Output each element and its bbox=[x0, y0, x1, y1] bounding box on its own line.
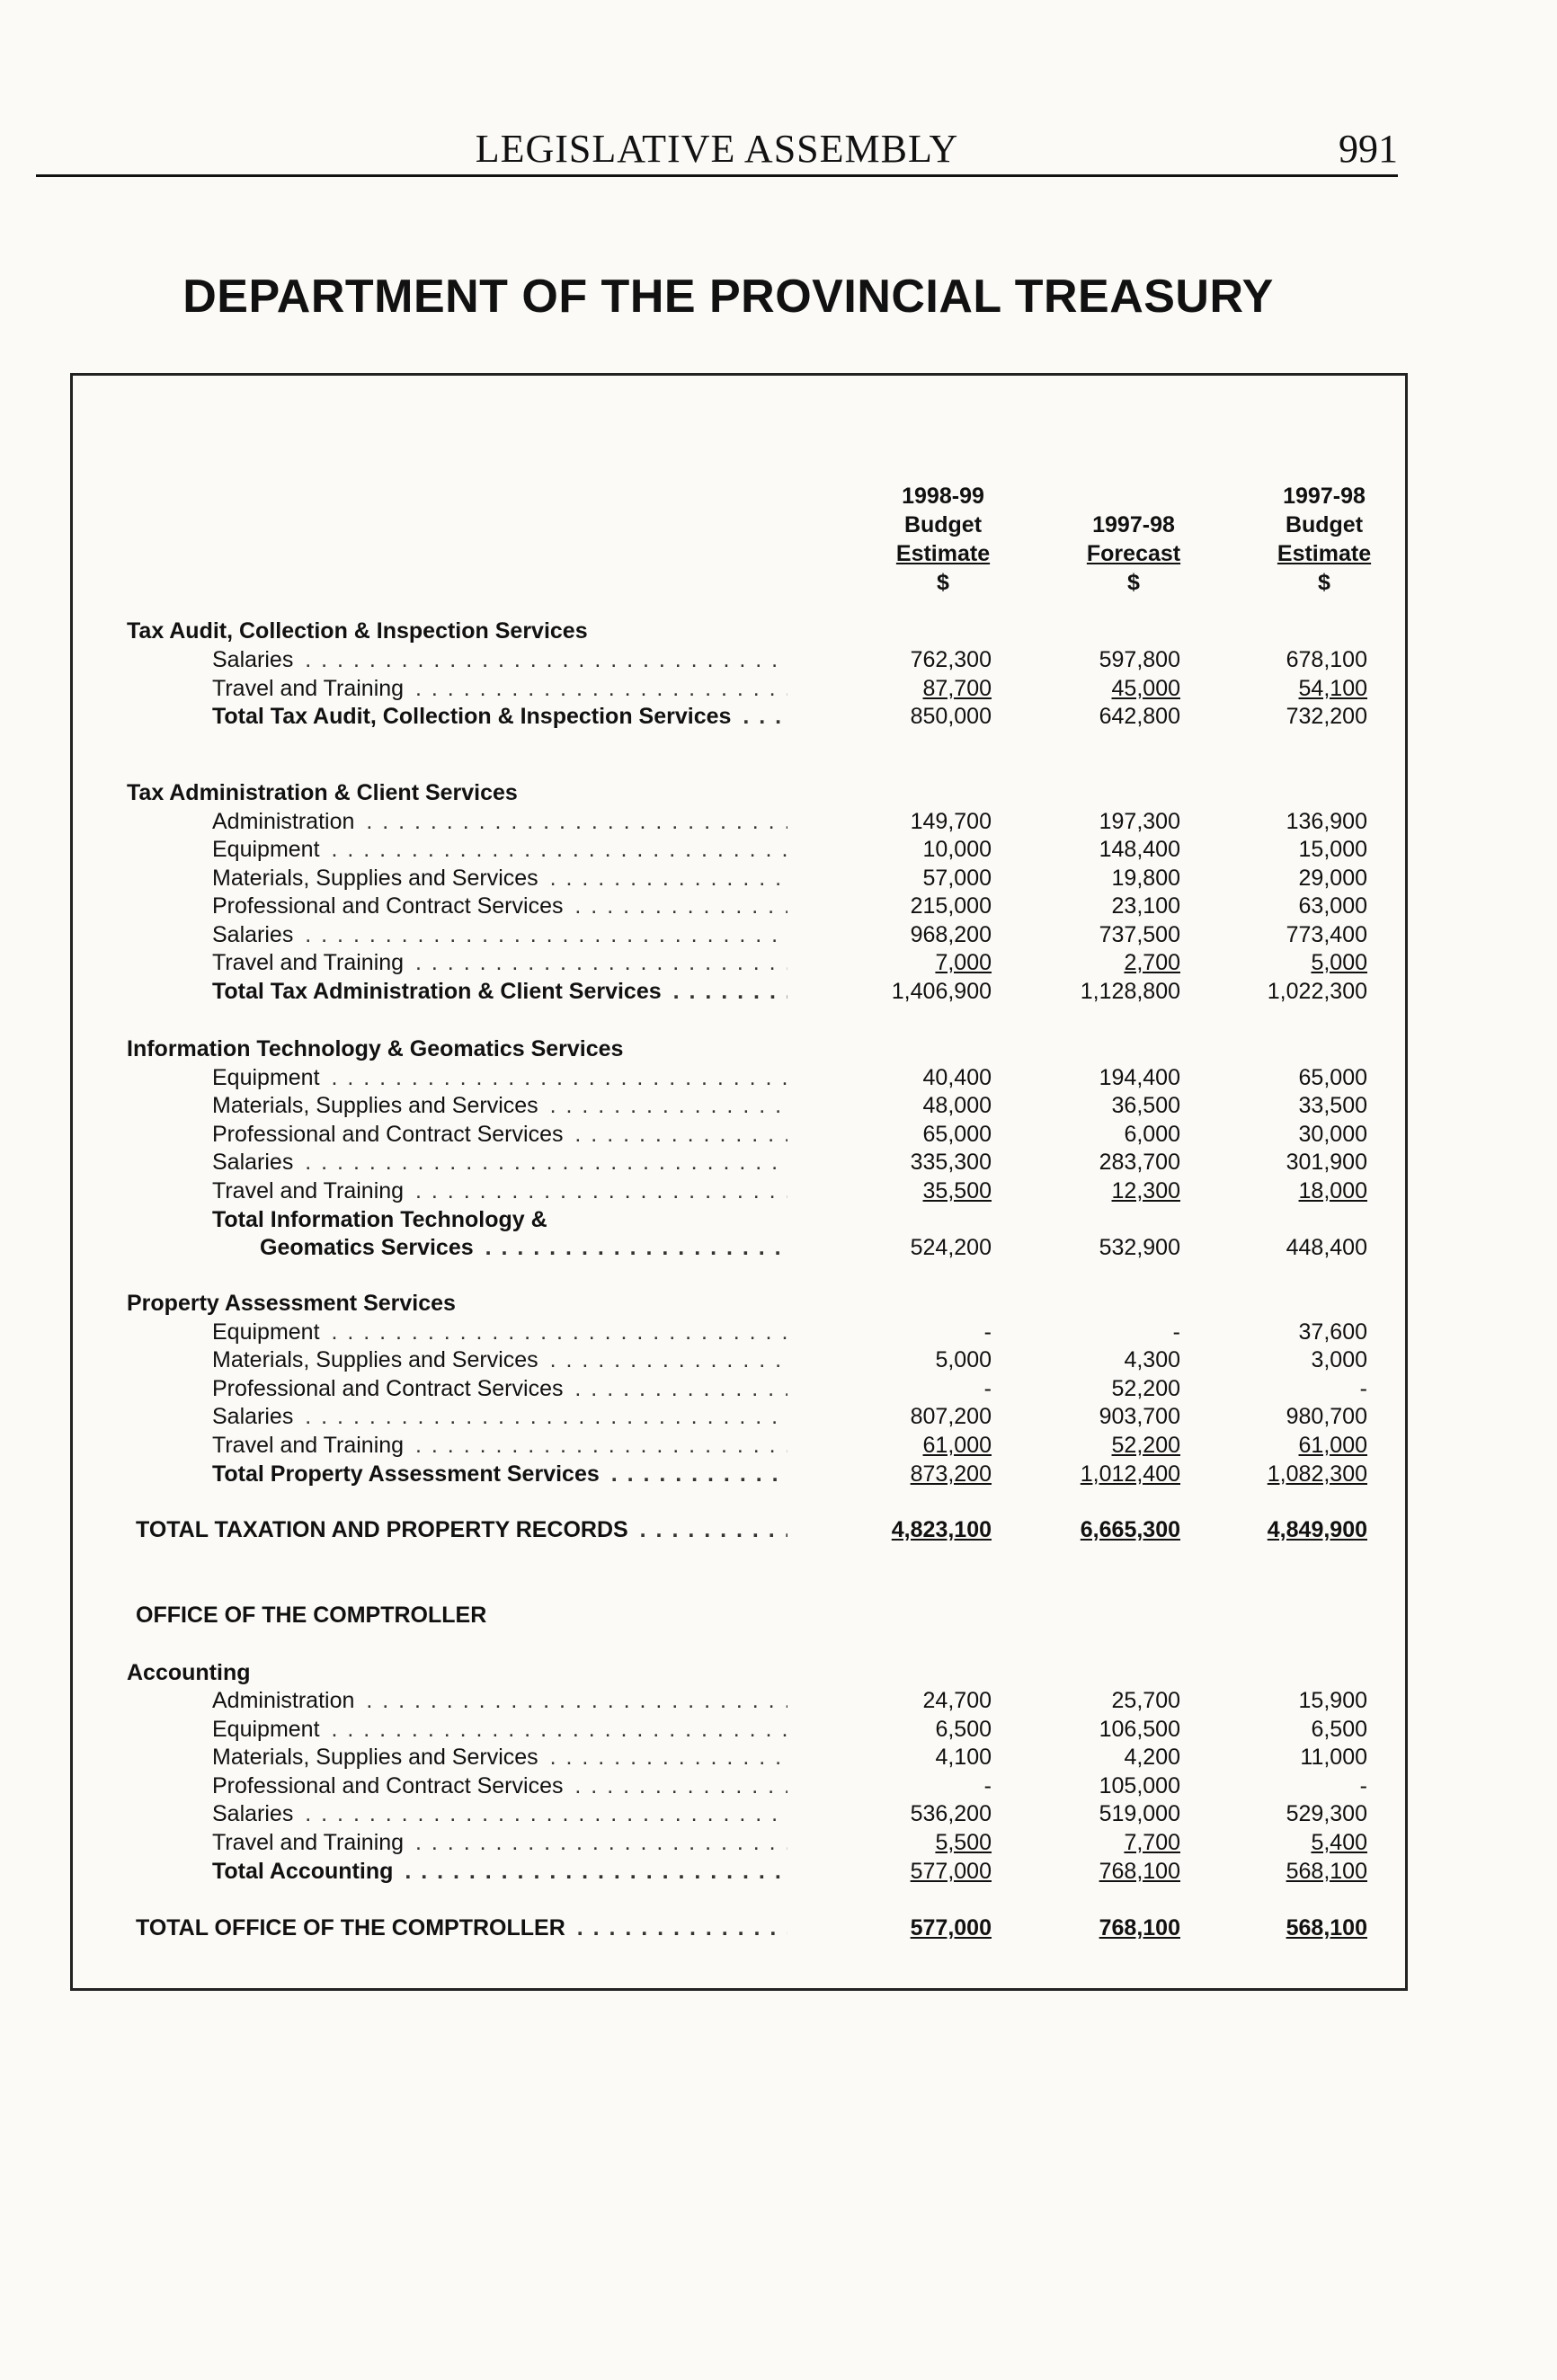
row-value: 968,200 bbox=[910, 922, 992, 947]
running-title: LEGISLATIVE ASSEMBLY bbox=[475, 127, 959, 171]
table-row bbox=[73, 1515, 1405, 1544]
table-row bbox=[73, 1374, 1405, 1403]
row-label: Tax Administration & Client Services bbox=[127, 778, 521, 807]
row-value: 11,000 bbox=[1300, 1745, 1367, 1770]
row-value: 850,000 bbox=[910, 704, 992, 729]
row-value: 45,000 bbox=[1111, 676, 1180, 701]
row-label: Professional and Contract Services . . . bbox=[212, 1772, 787, 1800]
row-label: Travel and Training . . . bbox=[212, 1431, 787, 1460]
row-label: Salaries . . . bbox=[212, 1799, 787, 1828]
row-value: 1,022,300 bbox=[1267, 979, 1367, 1004]
row-label: Property Assessment Services bbox=[127, 1289, 459, 1318]
row-value: 63,000 bbox=[1298, 893, 1367, 919]
table-row bbox=[73, 1715, 1405, 1744]
row-value: 40,400 bbox=[922, 1065, 992, 1090]
row-value: 768,100 bbox=[1099, 1915, 1180, 1940]
row-value: - bbox=[983, 1376, 992, 1401]
table-row bbox=[73, 778, 1405, 807]
table-row bbox=[73, 1091, 1405, 1120]
row-label: Salaries . . . bbox=[212, 645, 787, 674]
row-value: 6,500 bbox=[935, 1717, 992, 1742]
row-value: 65,000 bbox=[922, 1122, 992, 1147]
table-row bbox=[73, 1177, 1405, 1205]
row-value: 519,000 bbox=[1099, 1801, 1180, 1826]
column-header-1997-98-estimate: 1997-98 Budget Estimate $ bbox=[1277, 484, 1372, 595]
row-value: 7,000 bbox=[935, 950, 992, 975]
row-label: Materials, Supplies and Services . . . bbox=[212, 864, 787, 892]
table-row bbox=[73, 1828, 1405, 1857]
row-value: 4,849,900 bbox=[1267, 1517, 1367, 1542]
row-label: Administration . . . bbox=[212, 1686, 787, 1715]
row-value: 5,500 bbox=[935, 1830, 992, 1855]
row-value: 3,000 bbox=[1311, 1347, 1367, 1372]
row-value: 7,700 bbox=[1124, 1830, 1180, 1855]
row-label: Professional and Contract Services . . . bbox=[212, 1120, 787, 1149]
row-value: 25,700 bbox=[1111, 1688, 1180, 1713]
row-label: Equipment . . . bbox=[212, 1318, 787, 1346]
row-value: 23,100 bbox=[1111, 893, 1180, 919]
row-value: 24,700 bbox=[922, 1688, 992, 1713]
row-value: 577,000 bbox=[910, 1859, 992, 1884]
table-row bbox=[73, 948, 1405, 977]
row-value: 15,000 bbox=[1298, 837, 1367, 862]
row-value: 29,000 bbox=[1298, 866, 1367, 891]
row-label: Total Information Technology & bbox=[212, 1205, 551, 1234]
row-value: 762,300 bbox=[910, 647, 992, 672]
row-label: Administration . . . bbox=[212, 807, 787, 836]
row-value: 448,400 bbox=[1286, 1235, 1367, 1260]
row-label: Total Property Assessment Services . . . bbox=[212, 1460, 787, 1488]
row-label: Accounting bbox=[127, 1658, 254, 1687]
row-value: 105,000 bbox=[1099, 1773, 1180, 1798]
row-value: 52,200 bbox=[1111, 1376, 1180, 1401]
row-value: - bbox=[1359, 1773, 1367, 1798]
row-value: 524,200 bbox=[910, 1235, 992, 1260]
row-value: 106,500 bbox=[1099, 1717, 1180, 1742]
row-value: 568,100 bbox=[1286, 1915, 1367, 1940]
table-row bbox=[73, 1743, 1405, 1772]
page-number: 991 bbox=[1339, 127, 1398, 171]
row-value: 61,000 bbox=[1298, 1433, 1367, 1458]
row-label: Information Technology & Geomatics Services bbox=[127, 1035, 627, 1063]
row-label: Tax Audit, Collection & Inspection Services bbox=[127, 617, 592, 645]
row-value: 35,500 bbox=[922, 1178, 992, 1203]
row-value: 577,000 bbox=[910, 1915, 992, 1940]
row-value: 807,200 bbox=[910, 1404, 992, 1429]
row-value: 148,400 bbox=[1099, 837, 1180, 862]
budget-table-frame bbox=[70, 373, 1408, 1991]
row-value: 1,012,400 bbox=[1080, 1461, 1180, 1487]
row-value: 12,300 bbox=[1111, 1178, 1180, 1203]
row-value: 737,500 bbox=[1099, 922, 1180, 947]
department-title: DEPARTMENT OF THE PROVINCIAL TREASURY bbox=[182, 271, 1274, 323]
row-value: 54,100 bbox=[1298, 676, 1367, 701]
row-value: 773,400 bbox=[1286, 922, 1367, 947]
row-value: 6,665,300 bbox=[1080, 1517, 1180, 1542]
table-row bbox=[73, 807, 1405, 836]
row-value: 215,000 bbox=[910, 893, 992, 919]
row-label: Equipment . . . bbox=[212, 1063, 787, 1092]
row-label: OFFICE OF THE COMPTROLLER bbox=[136, 1601, 490, 1630]
table-row bbox=[73, 835, 1405, 864]
row-label: Travel and Training . . . bbox=[212, 674, 787, 703]
table-row bbox=[73, 1063, 1405, 1092]
row-label: Salaries . . . bbox=[212, 1402, 787, 1431]
row-label: Geomatics Services . . . bbox=[260, 1233, 787, 1262]
table-row bbox=[73, 1914, 1405, 1942]
row-label: Equipment . . . bbox=[212, 1715, 787, 1744]
row-label: Materials, Supplies and Services . . . bbox=[212, 1091, 787, 1120]
table-row bbox=[73, 1431, 1405, 1460]
row-value: 536,200 bbox=[910, 1801, 992, 1826]
row-value: 19,800 bbox=[1111, 866, 1180, 891]
row-value: 6,000 bbox=[1124, 1122, 1180, 1147]
row-value: 568,100 bbox=[1286, 1859, 1367, 1884]
row-value: 678,100 bbox=[1286, 647, 1367, 672]
row-value: 597,800 bbox=[1099, 647, 1180, 672]
row-value: 52,200 bbox=[1111, 1433, 1180, 1458]
row-value: 5,000 bbox=[935, 1347, 992, 1372]
row-value: 1,128,800 bbox=[1080, 979, 1180, 1004]
table-row bbox=[73, 1772, 1405, 1800]
row-value: 529,300 bbox=[1286, 1801, 1367, 1826]
row-value: 149,700 bbox=[910, 809, 992, 834]
table-row bbox=[73, 674, 1405, 703]
table-row bbox=[73, 1857, 1405, 1886]
row-label: Total Tax Administration & Client Services . . . bbox=[212, 977, 787, 1006]
row-value: 87,700 bbox=[922, 676, 992, 701]
row-value: 18,000 bbox=[1298, 1178, 1367, 1203]
row-value: 903,700 bbox=[1099, 1404, 1180, 1429]
table-row bbox=[73, 1035, 1405, 1063]
row-label: Total Tax Audit, Collection & Inspection Services . . . bbox=[212, 702, 787, 731]
row-label: Travel and Training . . . bbox=[212, 948, 787, 977]
row-value: 4,300 bbox=[1124, 1347, 1180, 1372]
table-row bbox=[73, 920, 1405, 949]
table-row bbox=[73, 1686, 1405, 1715]
row-value: 15,900 bbox=[1298, 1688, 1367, 1713]
table-row bbox=[73, 1460, 1405, 1488]
row-value: 36,500 bbox=[1111, 1093, 1180, 1118]
row-value: 283,700 bbox=[1099, 1150, 1180, 1175]
row-value: 197,300 bbox=[1099, 809, 1180, 834]
table-row bbox=[73, 1289, 1405, 1318]
row-label: Materials, Supplies and Services . . . bbox=[212, 1345, 787, 1374]
row-value: 301,900 bbox=[1286, 1150, 1367, 1175]
row-value: - bbox=[1359, 1376, 1367, 1401]
row-value: 768,100 bbox=[1099, 1859, 1180, 1884]
row-value: 4,100 bbox=[935, 1745, 992, 1770]
row-value: 10,000 bbox=[922, 837, 992, 862]
row-value: 194,400 bbox=[1099, 1065, 1180, 1090]
table-row bbox=[73, 977, 1405, 1006]
row-value: 48,000 bbox=[922, 1093, 992, 1118]
row-label: Travel and Training . . . bbox=[212, 1177, 787, 1205]
row-value: 4,823,100 bbox=[891, 1517, 992, 1542]
row-value: - bbox=[983, 1319, 992, 1345]
table-row bbox=[73, 1318, 1405, 1346]
row-value: 6,500 bbox=[1311, 1717, 1367, 1742]
row-value: 37,600 bbox=[1298, 1319, 1367, 1345]
row-label: TOTAL OFFICE OF THE COMPTROLLER . . . bbox=[136, 1914, 787, 1942]
row-value: 65,000 bbox=[1298, 1065, 1367, 1090]
table-row bbox=[73, 1658, 1405, 1687]
row-value: 335,300 bbox=[910, 1150, 992, 1175]
table-row bbox=[73, 1233, 1405, 1262]
page-header bbox=[36, 126, 1398, 169]
table-row bbox=[73, 617, 1405, 645]
table-row bbox=[73, 1148, 1405, 1177]
row-value: 873,200 bbox=[910, 1461, 992, 1487]
row-label: Professional and Contract Services . . . bbox=[212, 892, 787, 920]
row-value: 732,200 bbox=[1286, 704, 1367, 729]
table-row bbox=[73, 1120, 1405, 1149]
row-value: 5,400 bbox=[1311, 1830, 1367, 1855]
table-row bbox=[73, 1601, 1405, 1630]
row-label: Materials, Supplies and Services . . . bbox=[212, 1743, 787, 1772]
table-row bbox=[73, 864, 1405, 892]
table-row bbox=[73, 1205, 1405, 1234]
row-label: Total Accounting . . . bbox=[212, 1857, 787, 1886]
row-value: 136,900 bbox=[1286, 809, 1367, 834]
row-label: Travel and Training . . . bbox=[212, 1828, 787, 1857]
row-value: 30,000 bbox=[1298, 1122, 1367, 1147]
row-value: 57,000 bbox=[922, 866, 992, 891]
row-value: 1,082,300 bbox=[1267, 1461, 1367, 1487]
row-label: Salaries . . . bbox=[212, 1148, 787, 1177]
table-row bbox=[73, 892, 1405, 920]
row-value: 4,200 bbox=[1124, 1745, 1180, 1770]
row-value: 33,500 bbox=[1298, 1093, 1367, 1118]
row-value: 532,900 bbox=[1099, 1235, 1180, 1260]
header-rule bbox=[36, 174, 1398, 177]
table-row bbox=[73, 702, 1405, 731]
column-header-1997-98-forecast: 1997-98 Forecast $ bbox=[1086, 512, 1181, 595]
table-row bbox=[73, 1402, 1405, 1431]
table-row bbox=[73, 645, 1405, 674]
table-row bbox=[73, 1799, 1405, 1828]
row-value: 642,800 bbox=[1099, 704, 1180, 729]
row-value: 61,000 bbox=[922, 1433, 992, 1458]
row-label: Equipment . . . bbox=[212, 835, 787, 864]
row-value: - bbox=[983, 1773, 992, 1798]
row-value: 980,700 bbox=[1286, 1404, 1367, 1429]
row-label: Salaries . . . bbox=[212, 920, 787, 949]
row-value: 2,700 bbox=[1124, 950, 1180, 975]
row-value: - bbox=[1172, 1319, 1180, 1345]
row-label: TOTAL TAXATION AND PROPERTY RECORDS . . . bbox=[136, 1515, 787, 1544]
column-header-1998-99-estimate: 1998-99 Budget Estimate $ bbox=[895, 484, 991, 595]
row-value: 1,406,900 bbox=[891, 979, 992, 1004]
row-label: Professional and Contract Services . . . bbox=[212, 1374, 787, 1403]
row-value: 5,000 bbox=[1311, 950, 1367, 975]
table-row bbox=[73, 1345, 1405, 1374]
